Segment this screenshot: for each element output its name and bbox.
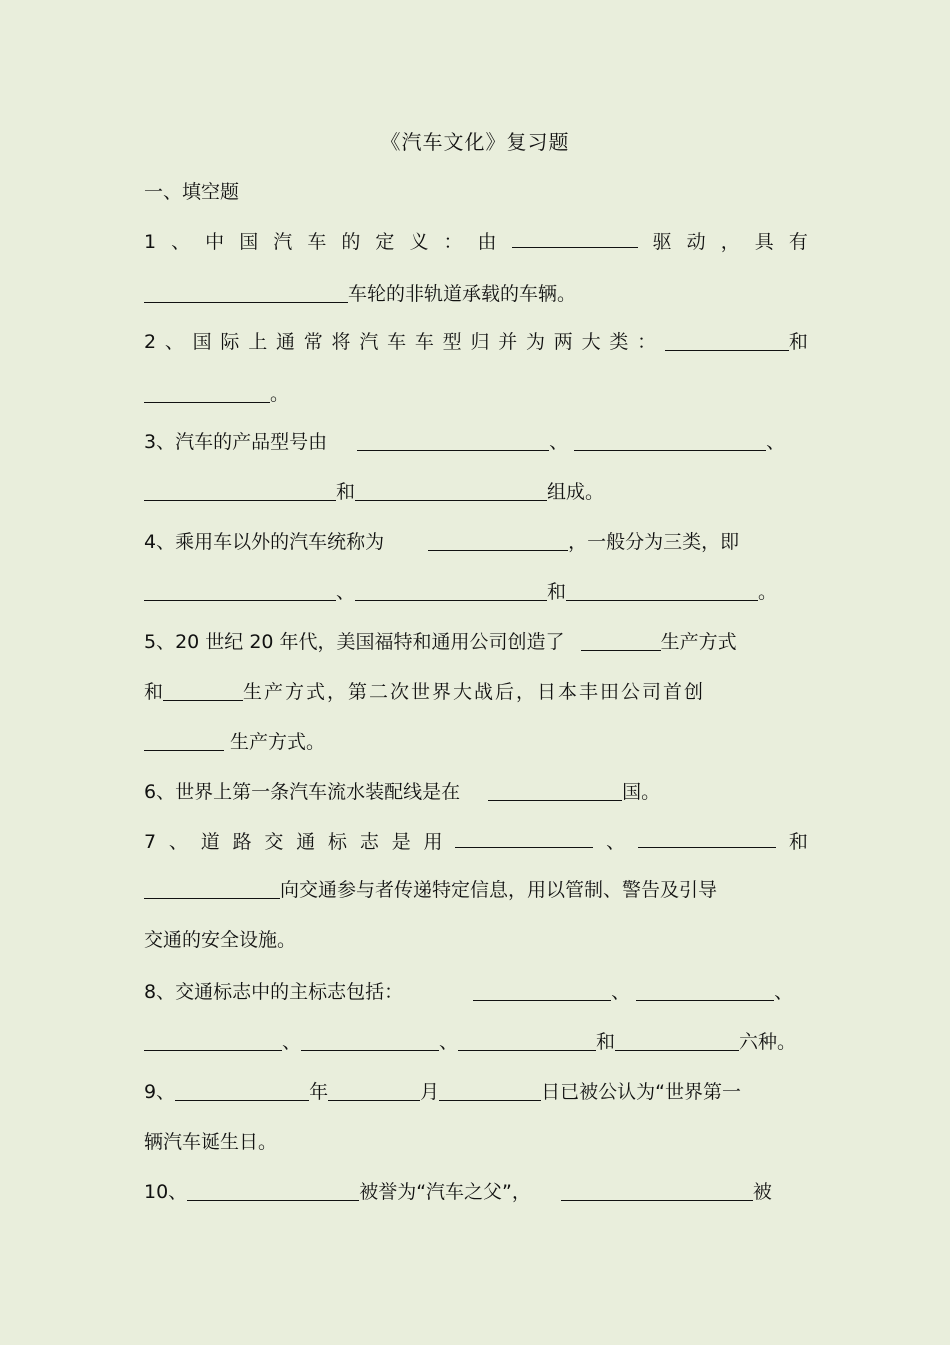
question-8-line-2: 、 、 和 六种。 <box>144 1027 808 1057</box>
question-2-line-2: 。 <box>144 379 808 409</box>
answer-blank[interactable] <box>144 382 270 403</box>
answer-blank[interactable] <box>488 780 622 801</box>
answer-blank[interactable] <box>355 580 547 601</box>
question-10-line-1: 10、 被誉为“汽车之父”， 被 <box>144 1181 772 1203</box>
question-4-line-1: 4、乘用车以外的汽车统称为 ，一般分为三类，即 <box>144 531 740 553</box>
question-7-line-2: 向交通参与者传递特定信息，用以管制、警告及引导 <box>144 875 808 905</box>
question-9-line-2: 辆汽车诞生日。 <box>144 1131 278 1153</box>
answer-blank[interactable] <box>357 430 549 451</box>
question-5-line-2: 和 生产方式，第二次世界大战后，日本丰田公司首创 <box>144 681 706 703</box>
question-4-line-2: 、 和 。 <box>144 577 808 607</box>
answer-blank[interactable] <box>163 680 243 701</box>
question-3-line-1: 3、汽车的产品型号由 、 、 <box>144 431 786 453</box>
answer-blank[interactable] <box>458 1030 596 1051</box>
question-9-line-1: 9、 年 月 日已被公认为“世界第一 <box>144 1081 741 1103</box>
answer-blank[interactable] <box>636 980 774 1001</box>
answer-blank[interactable] <box>473 980 611 1001</box>
section-heading: 一、填空题 <box>144 181 240 203</box>
answer-blank[interactable] <box>187 1180 359 1201</box>
answer-blank[interactable] <box>144 730 224 751</box>
answer-blank[interactable] <box>512 227 638 248</box>
question-1-line-2: 车轮的非轨道承载的车辆。 <box>144 279 808 309</box>
question-5-line-3: 生产方式。 <box>144 727 808 757</box>
answer-blank[interactable] <box>328 1080 420 1101</box>
answer-blank[interactable] <box>175 1080 309 1101</box>
question-2-line-1: 2 、 国 际 上 通 常 将 汽 车 车 型 归 并 为 两 大 类 ： 和 <box>144 331 808 353</box>
answer-blank[interactable] <box>144 282 348 303</box>
answer-blank[interactable] <box>615 1030 739 1051</box>
answer-blank[interactable] <box>439 1080 541 1101</box>
answer-blank[interactable] <box>455 827 593 848</box>
question-3-line-2: 和 组成。 <box>144 477 808 507</box>
answer-blank[interactable] <box>428 530 568 551</box>
answer-blank[interactable] <box>144 580 336 601</box>
answer-blank[interactable] <box>144 878 280 899</box>
answer-blank[interactable] <box>581 630 661 651</box>
answer-blank[interactable] <box>301 1030 439 1051</box>
question-5-line-1: 5、20 世纪 20 年代，美国福特和通用公司创造了 生产方式 <box>144 631 737 653</box>
question-8-line-1: 8、交通标志中的主标志包括： 、 、 <box>144 981 794 1003</box>
answer-blank[interactable] <box>144 480 336 501</box>
answer-blank[interactable] <box>665 330 789 351</box>
answer-blank[interactable] <box>566 580 758 601</box>
question-7-line-3: 交通的安全设施。 <box>144 929 297 951</box>
answer-blank[interactable] <box>561 1180 753 1201</box>
question-6-line-1: 6、世界上第一条汽车流水装配线是在 国。 <box>144 781 661 803</box>
answer-blank[interactable] <box>355 480 547 501</box>
answer-blank[interactable] <box>638 827 776 848</box>
question-7-line-1: 7 、 道 路 交 通 标 志 是 用 、 和 <box>144 827 808 857</box>
answer-blank[interactable] <box>144 1030 282 1051</box>
question-1-line-1: 1 、 中 国 汽 车 的 定 义 ： 由 驱 动 ， 具 有 <box>144 227 808 257</box>
page-title: 《汽车文化》复习题 <box>380 130 570 154</box>
answer-blank[interactable] <box>574 430 766 451</box>
